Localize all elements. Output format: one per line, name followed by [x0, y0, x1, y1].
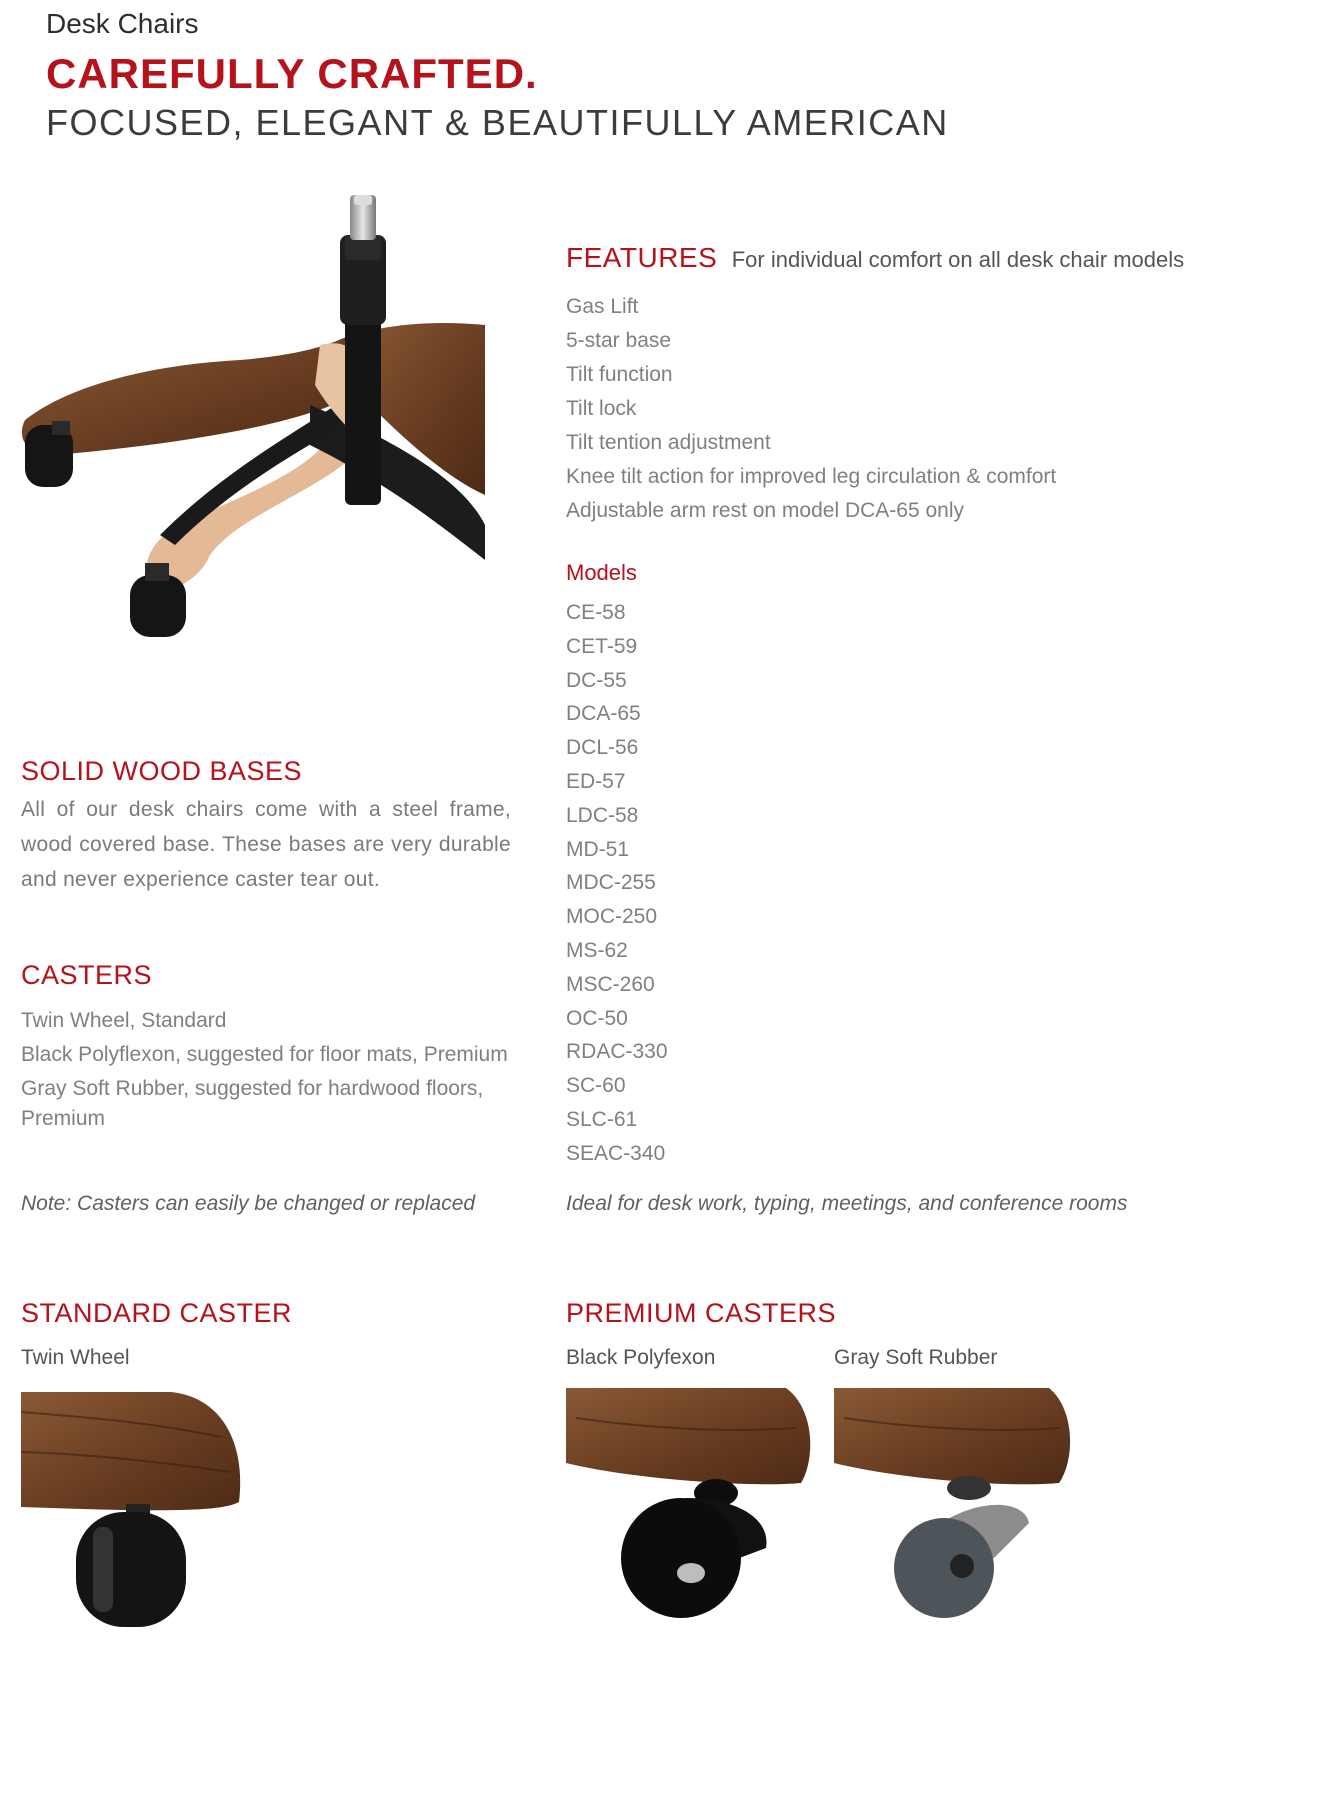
gray-soft-rubber-caster-image [834, 1388, 1074, 1638]
list-item: CE-58 [566, 601, 626, 624]
list-item: SLC-61 [566, 1107, 638, 1131]
list-item: 5-star base [566, 329, 672, 352]
list-item: ED-57 [566, 769, 626, 793]
features-title: FEATURES [566, 242, 718, 273]
premium-casters-heading: PREMIUM CASTERS [566, 1298, 837, 1328]
casters-heading: CASTERS [21, 960, 153, 990]
solid-wood-text: All of our desk chairs come with a steel frame, wood covered base. These bases are very durable and never experience caster tear out. [21, 798, 511, 891]
list-item: DCA-65 [566, 702, 641, 726]
list-item: Tilt function [566, 363, 673, 386]
black-polyfexon-label: Black Polyfexon [566, 1346, 716, 1369]
solid-wood-heading: SOLID WOOD BASES [21, 756, 303, 786]
black-polyfexon-caster-image [566, 1388, 814, 1638]
list-item: RDAC-330 [566, 1040, 668, 1064]
twin-wheel-label: Twin Wheel [21, 1346, 130, 1369]
list-item: MDC-255 [566, 871, 656, 895]
features-heading [566, 242, 1184, 274]
models-list [566, 596, 668, 1171]
list-item: MD-51 [566, 837, 630, 861]
list-item: CET-59 [566, 634, 638, 658]
casters-note: Note: Casters can easily be changed or replaced [21, 1192, 476, 1215]
models-heading: Models [566, 560, 637, 585]
list-item: Adjustable arm rest on model DCA-65 only [566, 499, 965, 522]
list-item: LDC-58 [566, 803, 639, 827]
models-note: Ideal for desk work, typing, meetings, and conference rooms [566, 1192, 1128, 1215]
features-subtitle: For individual comfort on all desk chair models [731, 247, 1185, 272]
features-list [566, 290, 1056, 528]
list-item: Twin Wheel, Standard [21, 1009, 227, 1032]
list-item: DC-55 [566, 668, 627, 692]
casters-list [21, 1006, 521, 1138]
list-item: OC-50 [566, 1006, 628, 1030]
list-item: Black Polyflexon, suggested for floor mats, Premium [21, 1043, 508, 1066]
page-subtitle: FOCUSED, ELEGANT & BEAUTIFULLY AMERICAN [46, 102, 949, 143]
list-item: Knee tilt action for improved leg circulation & comfort [566, 465, 1057, 488]
chair-base-image [10, 195, 490, 715]
list-item: Gray Soft Rubber, suggested for hardwood floors, Premium [21, 1077, 484, 1130]
list-item: Gas Lift [566, 295, 639, 318]
page-title: CAREFULLY CRAFTED. [46, 50, 538, 97]
list-item: SEAC-340 [566, 1141, 666, 1165]
list-item: Tilt tention adjustment [566, 431, 771, 454]
list-item: SC-60 [566, 1074, 626, 1098]
list-item: DCL-56 [566, 736, 639, 760]
twin-wheel-caster-image [21, 1392, 243, 1642]
gray-soft-rubber-label: Gray Soft Rubber [834, 1346, 998, 1369]
list-item: MSC-260 [566, 972, 655, 996]
page-label: Desk Chairs [46, 8, 199, 39]
list-item: MS-62 [566, 938, 628, 962]
list-item: MOC-250 [566, 905, 658, 929]
standard-caster-heading: STANDARD CASTER [21, 1298, 293, 1328]
list-item: Tilt lock [566, 397, 637, 420]
